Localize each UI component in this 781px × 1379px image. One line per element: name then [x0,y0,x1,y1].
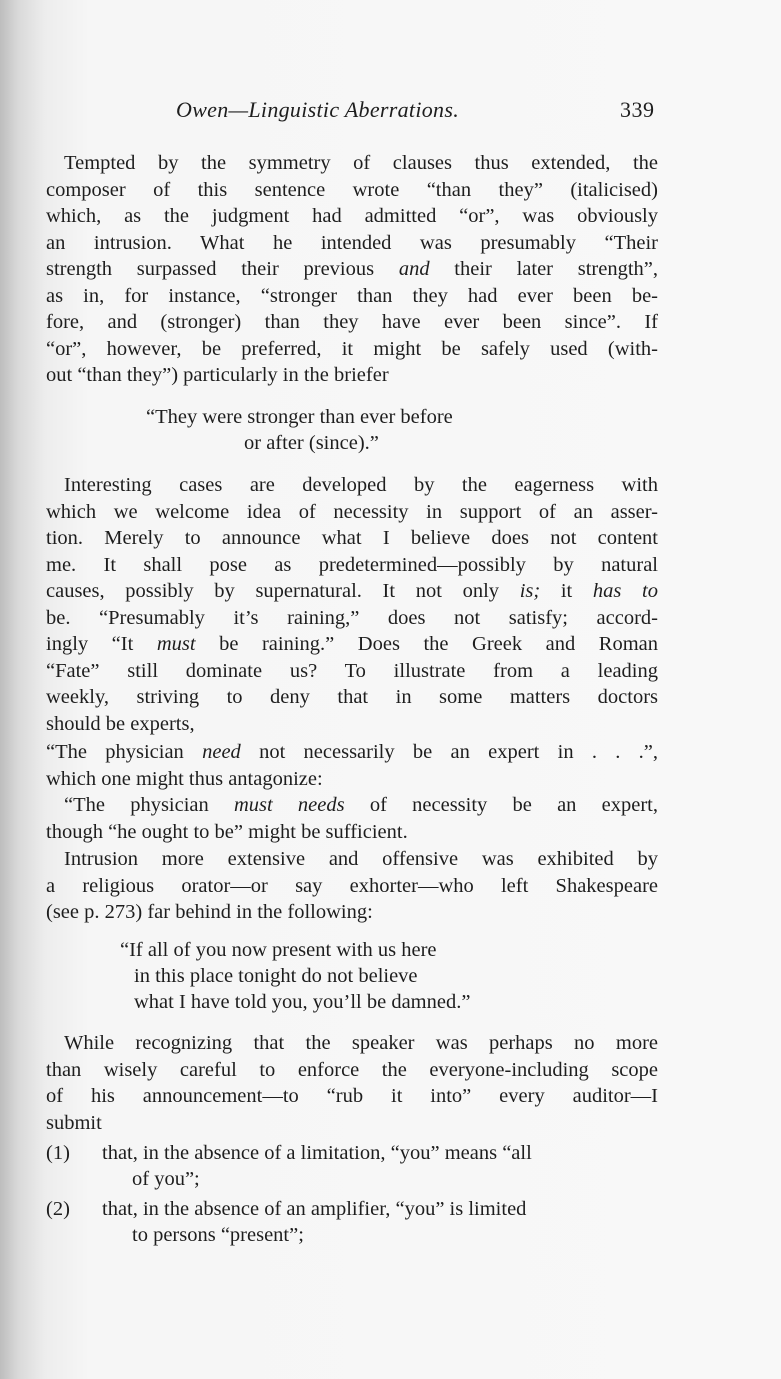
italic-word: must needs [233,794,345,816]
block-quote-2 [120,937,470,1015]
text-line: Interesting cases are developed by the eagerness with [64,474,658,496]
text-line: causes, possibly by supernatural. It not only is; it has to [46,580,658,602]
text-line: weekly, striving to deny that in some matters doctors [46,686,658,708]
text-line: be. “Presumably it’s raining,” does not satisfy; accord- [46,606,658,629]
list-text: that, in the absence of a limitation, “you” means “all [102,1142,532,1164]
text-line: which one might thus antagonize: [46,767,323,790]
list-number: (2) [46,1198,70,1220]
text-line: though “he ought to be” might be sufficient. [46,820,408,843]
text-line: “The physician must needs of necessity be an expert, [64,794,659,816]
text-line: as in, for instance, “stronger than they had ever been be- [46,284,658,307]
paragraph-2 [46,472,658,737]
text-line: composer of this sentence wrote “than they” (italicised) [46,178,658,201]
running-head: Owen—Linguistic Aberrations. [176,97,460,122]
text-line: “The physician need not necessarily be an expert in . . .”, [46,741,658,763]
paragraph-6 [46,1030,658,1136]
text-line: out “than they”) particularly in the briefer [46,364,389,386]
italic-word: is; [519,580,541,602]
paragraph-1 [46,150,658,389]
paragraph-4 [46,792,658,845]
quote-line: or after (since).” [244,432,379,454]
quote-line: “If all of you now present with us here [120,939,437,961]
text-line: Tempted by the symmetry of clauses thus extended, the [64,152,658,174]
italic-word: has to [592,580,658,602]
italic-word: and [398,258,430,280]
text-line: While recognizing that the speaker was perhaps no more [64,1032,658,1054]
text-line: a religious orator—or say exhorter—who left Shakespeare [46,874,658,897]
text-line: than wisely careful to enforce the everyone-including scope [46,1058,658,1081]
text-line: which we welcome idea of necessity in support of an asser- [46,500,658,523]
text-line: fore, and (stronger) than they have ever been since”. If [46,311,658,333]
numbered-list [46,1140,658,1252]
page-number: 339 [620,97,655,122]
text-line: ingly “It must be raining.” Does the Greek and Roman [46,633,658,655]
text-line: “or”, however, be preferred, it might be safely used (with- [46,337,658,360]
text-line: which, as the judgment had admitted “or”, was obviously [46,205,658,227]
text-line: Intrusion more extensive and offensive was exhibited by [64,848,658,870]
text-line: me. It shall pose as predetermined—possibly by natural [46,553,658,576]
list-item [46,1140,658,1192]
paragraph-5 [46,846,658,926]
italic-word: need [202,741,241,763]
text-line: an intrusion. What he intended was presumably “Their [46,231,658,254]
quote-line: what I have told you, you’ll be damned.” [134,991,471,1013]
quote-line: in this place tonight do not believe [134,965,418,987]
text-line: should be experts, [46,712,195,735]
list-item [46,1196,658,1248]
italic-word: must [156,633,196,655]
list-number: (1) [46,1142,70,1164]
text-line: submit [46,1111,102,1134]
list-text-continued: to persons “present”; [132,1224,304,1246]
text-line: of his announcement—to “rub it into” every auditor—I [46,1085,658,1107]
text-line: strength surpassed their previous and their later strength”, [46,258,658,280]
text-line: “Fate” still dominate us? To illustrate from a leading [46,659,658,682]
block-quote-1 [146,404,453,456]
text-line: (see p. 273) far behind in the following: [46,901,373,923]
page-header [0,97,781,127]
list-text-continued: of you”; [132,1168,200,1190]
text-line: tion. Merely to announce what I believe does not content [46,527,658,549]
list-text: that, in the absence of an amplifier, “you” is limited [102,1198,527,1220]
quote-line: “They were stronger than ever before [146,406,453,428]
paragraph-3 [46,739,658,792]
